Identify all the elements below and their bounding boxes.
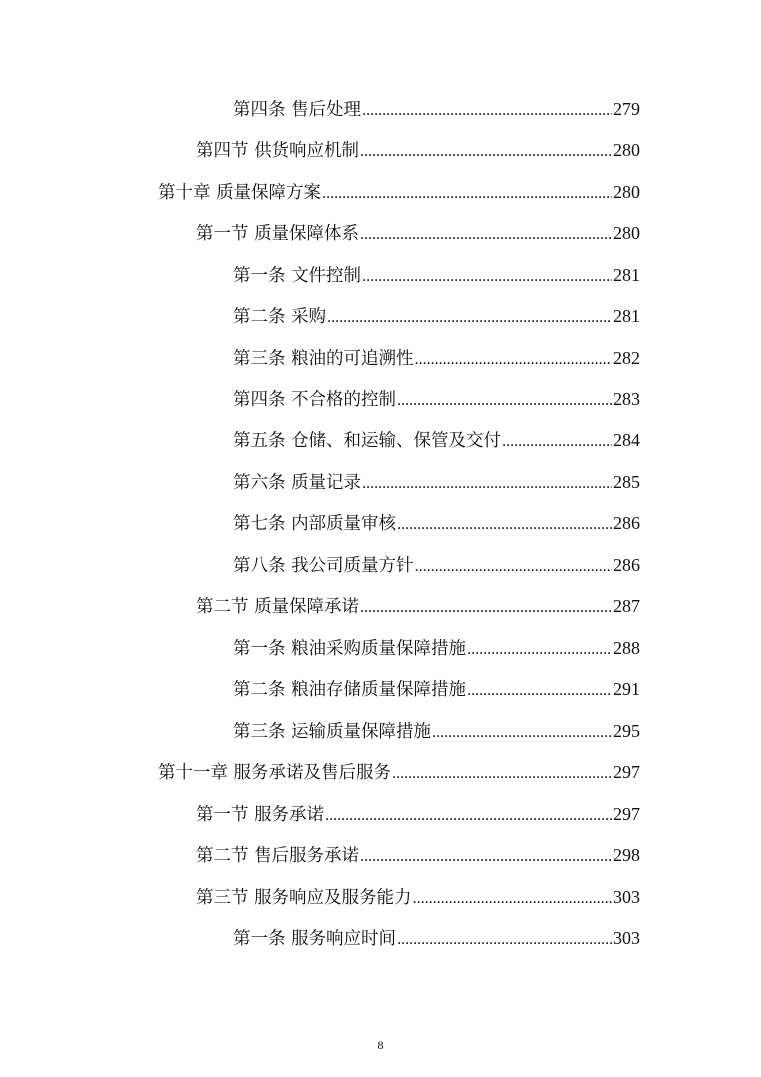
- toc-entry-page: 281: [613, 306, 640, 326]
- toc-entry-label: 第二条 采购: [233, 307, 327, 327]
- toc-dot-leader: [415, 553, 612, 580]
- toc-entry[interactable]: [233, 469, 640, 495]
- toc-entry[interactable]: [233, 552, 640, 578]
- toc-entry-page: 298: [613, 845, 640, 865]
- toc-entry-page: 280: [613, 182, 640, 202]
- toc-entry-label: 第十章 质量保障方案: [158, 183, 322, 203]
- toc-entry-page: 282: [613, 348, 640, 368]
- toc-dot-leader: [325, 802, 612, 829]
- toc-entry[interactable]: [196, 801, 640, 827]
- toc-entry[interactable]: [196, 137, 640, 163]
- toc-entry-label: 第一条 服务响应时间: [233, 929, 397, 949]
- toc-entry-page: 283: [613, 389, 640, 409]
- toc-entry-page: 303: [613, 887, 640, 907]
- toc-entry[interactable]: [233, 427, 640, 453]
- toc-entry[interactable]: [196, 884, 640, 910]
- toc-entry-page: 291: [613, 679, 640, 699]
- toc-dot-leader: [397, 387, 612, 414]
- page-number: 8: [377, 1038, 384, 1052]
- toc-dot-leader: [360, 138, 612, 165]
- toc-entry-label: 第七条 内部质量审核: [233, 514, 397, 534]
- toc-entry[interactable]: [233, 386, 640, 412]
- toc-entry[interactable]: [233, 676, 640, 702]
- toc-dot-leader: [432, 719, 612, 746]
- toc-entry-page: 297: [613, 804, 640, 824]
- toc-entry[interactable]: [233, 635, 640, 661]
- toc-entry[interactable]: [233, 510, 640, 536]
- toc-entry-page: 303: [613, 928, 640, 948]
- toc-entry-label: 第一条 粮油采购质量保障措施: [233, 639, 467, 659]
- toc-dot-leader: [322, 180, 612, 207]
- toc-entry-page: 281: [613, 265, 640, 285]
- toc-dot-leader: [467, 636, 612, 663]
- toc-entry[interactable]: [158, 179, 640, 205]
- toc-entry-label: 第一节 服务承诺: [196, 805, 325, 825]
- toc-dot-leader: [362, 470, 612, 497]
- toc-dot-leader: [392, 760, 612, 787]
- toc-entry-label: 第一条 文件控制: [233, 266, 362, 286]
- toc-entry-page: 279: [613, 99, 640, 119]
- toc-dot-leader: [360, 221, 612, 248]
- toc-entry-label: 第二节 质量保障承诺: [196, 597, 360, 617]
- toc-dot-leader: [397, 511, 612, 538]
- toc-entry[interactable]: [233, 925, 640, 951]
- toc-entry-page: 288: [613, 638, 640, 658]
- toc-entry-page: 286: [613, 513, 640, 533]
- toc-entry-label: 第十一章 服务承诺及售后服务: [158, 763, 392, 783]
- toc-entry-label: 第八条 我公司质量方针: [233, 556, 414, 576]
- toc-entry-label: 第四条 售后处理: [233, 100, 362, 120]
- toc-entry[interactable]: [196, 593, 640, 619]
- toc-entry-page: 280: [613, 223, 640, 243]
- toc-entry[interactable]: [158, 759, 640, 785]
- toc-dot-leader: [360, 843, 612, 870]
- toc-dot-leader: [415, 346, 612, 373]
- toc-dot-leader: [397, 926, 612, 953]
- toc-dot-leader: [362, 97, 612, 124]
- toc-entry-page: 280: [613, 140, 640, 160]
- toc-entry-label: 第四条 不合格的控制: [233, 390, 397, 410]
- toc-entry[interactable]: [233, 262, 640, 288]
- toc-entry[interactable]: [233, 718, 640, 744]
- toc-dot-leader: [467, 677, 612, 704]
- toc-entry-label: 第四节 供货响应机制: [196, 141, 360, 161]
- toc-entry-label: 第五条 仓储、和运输、保管及交付: [233, 431, 502, 451]
- toc-dot-leader: [360, 594, 612, 621]
- toc-entry[interactable]: [196, 842, 640, 868]
- toc-entry-page: 284: [613, 430, 640, 450]
- toc-entry-page: 295: [613, 721, 640, 741]
- toc-entry-label: 第三条 粮油的可追溯性: [233, 349, 414, 369]
- toc-entry-page: 297: [613, 762, 640, 782]
- toc-entry[interactable]: [233, 96, 640, 122]
- toc-entry[interactable]: [233, 303, 640, 329]
- toc-entry-page: 285: [613, 472, 640, 492]
- toc-dot-leader: [502, 428, 612, 455]
- toc-dot-leader: [327, 304, 612, 331]
- toc-entry[interactable]: [233, 345, 640, 371]
- toc-entry-label: 第一节 质量保障体系: [196, 224, 360, 244]
- toc-entry-page: 286: [613, 555, 640, 575]
- toc-entry-label: 第二节 售后服务承诺: [196, 846, 360, 866]
- toc-entry-label: 第二条 粮油存储质量保障措施: [233, 680, 467, 700]
- toc-dot-leader: [413, 885, 612, 912]
- toc-entry[interactable]: [196, 220, 640, 246]
- toc-entry-label: 第三条 运输质量保障措施: [233, 722, 432, 742]
- toc-entry-label: 第六条 质量记录: [233, 473, 362, 493]
- toc-entry-page: 287: [613, 596, 640, 616]
- toc-dot-leader: [362, 263, 612, 290]
- toc-entry-label: 第三节 服务响应及服务能力: [196, 888, 412, 908]
